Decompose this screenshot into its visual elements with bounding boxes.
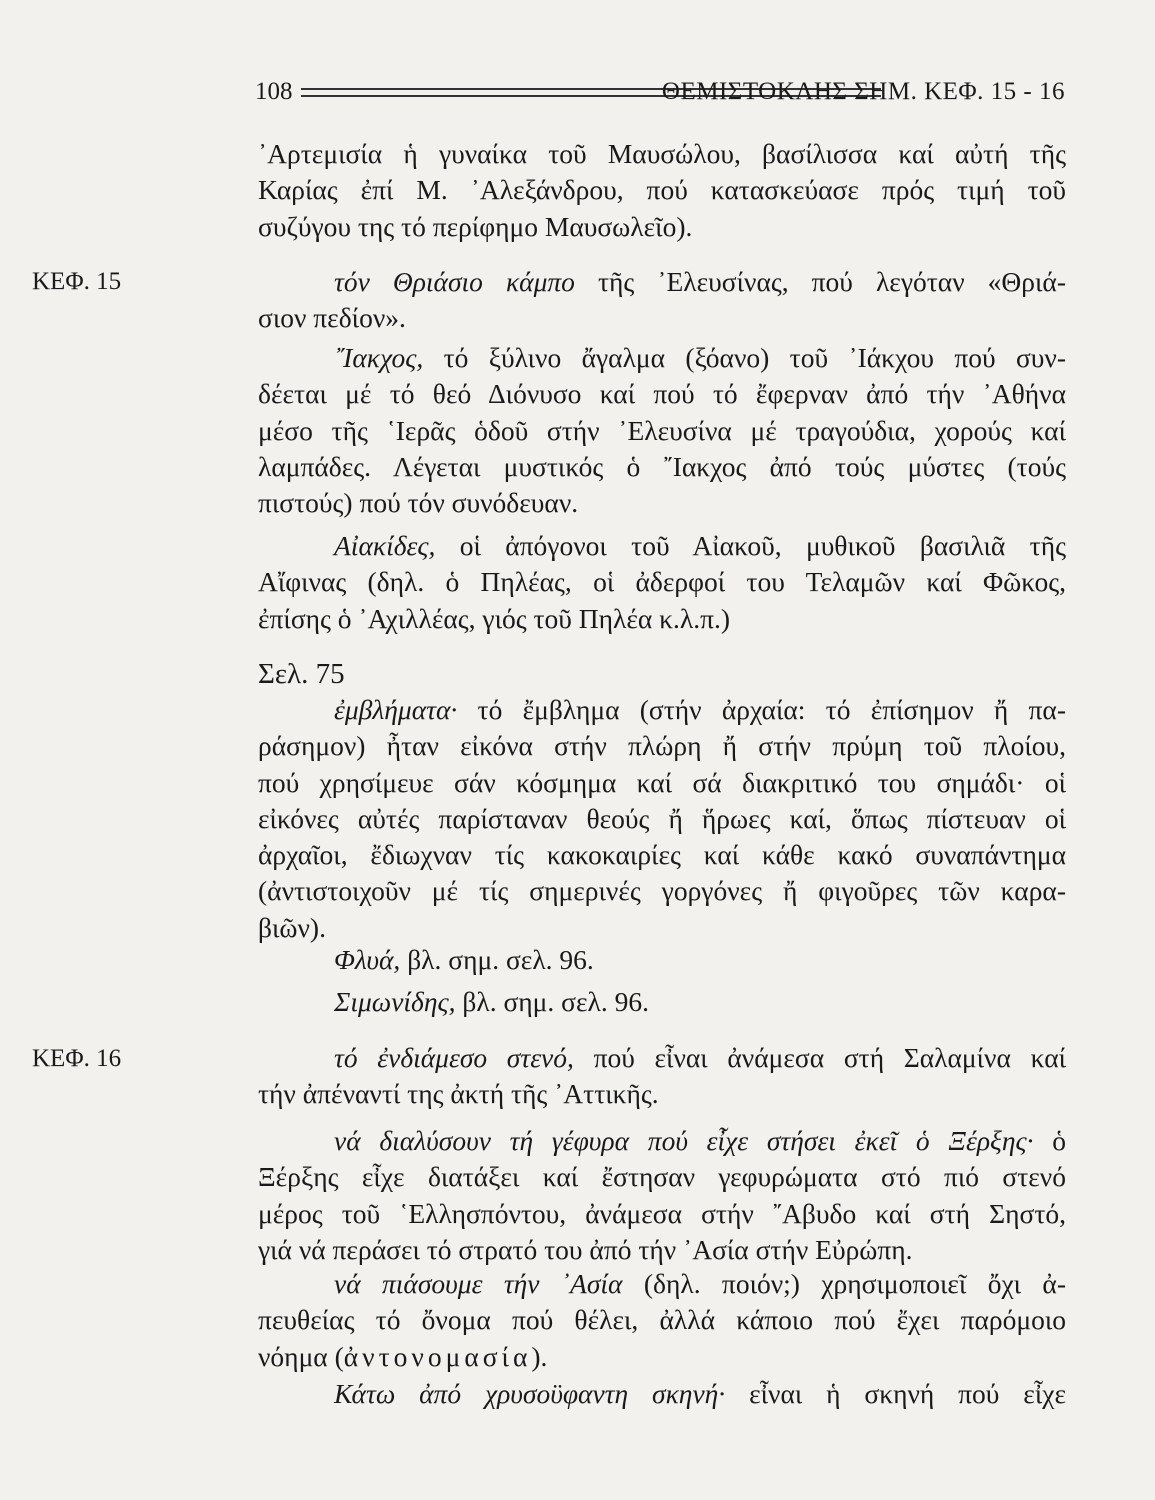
text-line: τήν ἀπέναντί της ἀκτή τῆς ᾿Αττικῆς. bbox=[258, 1078, 659, 1110]
text-run: (δηλ. ποιόν;) χρησιμοποιεῖ ὄχι ἀ- bbox=[622, 1268, 1066, 1299]
text-run: νόημα ( bbox=[258, 1340, 344, 1372]
text-line: βιῶν). bbox=[258, 911, 326, 943]
text-line: εἰκόνες αὐτές παρίσταναν θεούς ἤ ἥρωες καί, ὅπως πίστευαν οἱ bbox=[258, 802, 1066, 834]
note-endiameso-steno bbox=[258, 1040, 1066, 1113]
text-line: Αἴφινας (δηλ. ὁ Πηλέας, οἱ ἀδερφοί του Τελαμῶν καί Φῶκος, bbox=[258, 566, 1066, 598]
text-line: σιον πεδίον». bbox=[258, 302, 406, 334]
note-gefyra bbox=[258, 1123, 1066, 1268]
text-run: τῆς ᾿Ελευσίνας, πού λεγόταν «Θριά- bbox=[574, 266, 1066, 297]
text-run: βλ. σημ. σελ. 96. bbox=[400, 944, 594, 975]
lemma: Φλυά, bbox=[334, 944, 401, 975]
lemma: τόν Θριάσιο κάμπο bbox=[334, 266, 575, 297]
text-run: εἶναι ἡ σκηνή πού εἶχε bbox=[725, 1378, 1066, 1409]
text-line: (ἀντιστοιχοῦν μέ τίς σημερινές γοργόνες ἤ φιγοῦρες τῶν καρα- bbox=[258, 875, 1066, 907]
note-asia bbox=[258, 1266, 1066, 1375]
text-run: βλ. σημ. σελ. 96. bbox=[455, 986, 649, 1017]
lemma: ἐμβλήματα· bbox=[334, 694, 458, 725]
text-run: τό ἔμβλημα (στήν ἀρχαία: τό ἐπίσημον ἤ πα- bbox=[457, 694, 1066, 725]
lemma: ῎Ιακχος, bbox=[334, 342, 424, 373]
lemma: Κάτω ἀπό χρυσοϋφαντη σκηνή· bbox=[334, 1378, 726, 1409]
note-flya bbox=[258, 942, 1066, 978]
margin-label-kef15: ΚΕΦ. 15 bbox=[32, 268, 122, 295]
note-skini bbox=[258, 1376, 1066, 1412]
text-line: μέρος τοῦ ῾Ελλησπόντου, ἀνάμεσα στήν ῎Αβυδο καί στή Σηστό, bbox=[258, 1197, 1066, 1229]
text-run: πού εἶναι ἀνάμεσα στή Σαλαμίνα καί bbox=[573, 1042, 1066, 1073]
lemma: τό ἐνδιάμεσο στενό, bbox=[334, 1042, 574, 1073]
lemma: Σιμωνίδης, bbox=[334, 986, 456, 1017]
text-line: ἐπίσης ὁ ᾿Αχιλλέας, γιός τοῦ Πηλέα κ.λ.π.) bbox=[258, 602, 731, 634]
section-heading: Σελ. 75 bbox=[258, 658, 345, 690]
text-line: πού χρησίμευε σάν κόσμημα καί σά διακριτικό του σημάδι· οἱ bbox=[258, 766, 1066, 798]
text-line: δέεται μέ τό θεό Διόνυσο καί πού τό ἔφερναν ἀπό τήν ᾿Αθήνα bbox=[258, 378, 1066, 410]
note-aiakides bbox=[258, 528, 1066, 637]
note-emblimata bbox=[258, 692, 1066, 946]
section-page-75 bbox=[258, 656, 1066, 692]
lemma: νά πιάσουμε τήν ᾿Ασία bbox=[334, 1268, 623, 1299]
text-run: τό ξύλινο ἄγαλμα (ξόανο) τοῦ ᾿Ιάκχου πού συν- bbox=[423, 342, 1066, 373]
note-iakchos bbox=[258, 340, 1066, 521]
text-run: ). bbox=[531, 1340, 548, 1372]
margin-label-kef16: ΚΕΦ. 16 bbox=[32, 1045, 122, 1072]
note-artemisia bbox=[258, 136, 1066, 245]
text-line: Ξέρξης εἶχε διατάξει καί ἔστησαν γεφυρώματα στό πιό στενό bbox=[258, 1161, 1066, 1193]
running-title: ΘΕΜΙΣΤΟΚΛΗΣ ΣΗΜ. ΚΕΦ. 15 - 16 bbox=[661, 78, 1065, 105]
text-line: μέσο τῆς ῾Ιερᾶς ὁδοῦ στήν ᾿Ελευσίνα μέ τραγούδια, χορούς καί bbox=[258, 414, 1066, 446]
text-line: γιά νά περάσει τό στρατό του ἀπό τήν ᾿Ασία στήν Εὐρώπη. bbox=[258, 1233, 913, 1265]
spaced-term: ἀντονομασία bbox=[343, 1340, 532, 1372]
text-line: ᾿Αρτεμισία ἡ γυναίκα τοῦ Μαυσώλου, βασίλισσα καί αὐτή τῆς bbox=[258, 138, 1066, 169]
note-thriasio bbox=[258, 264, 1066, 337]
text-run: οἱ ἀπόγονοι τοῦ Αἰακοῦ, μυθικοῦ βασιλιᾶ τῆς bbox=[435, 530, 1066, 561]
text-run: ὁ bbox=[1033, 1125, 1066, 1156]
page-header bbox=[255, 78, 1065, 108]
page-number: 108 bbox=[255, 78, 293, 105]
text-line: πιστούς) πού τόν συνόδευαν. bbox=[258, 487, 579, 519]
lemma: Αἰακίδες, bbox=[334, 530, 436, 561]
text-line: λαμπάδες. Λέγεται μυστικός ὁ ῎Ιακχος ἀπό τούς μύστες (τούς bbox=[258, 450, 1066, 482]
text-line: συζύγου της τό περίφημο Μαυσωλεῖο). bbox=[258, 210, 693, 242]
text-line: ράσημον) ἦταν εἰκόνα στήν πλώρη ἤ στήν πρύμη τοῦ πλοίου, bbox=[258, 730, 1066, 762]
text-line: πευθείας τό ὄνομα πού θέλει, ἀλλά κάποιο πού ἔχει παρόμοιο bbox=[258, 1304, 1066, 1336]
text-line: Καρίας ἐπί Μ. ᾿Αλεξάνδρου, πού κατασκεύασε πρός τιμή τοῦ bbox=[258, 174, 1066, 206]
note-simonidis bbox=[258, 984, 1066, 1020]
text-line: ἀρχαῖοι, ἔδιωχναν τίς κακοκαιρίες καί κάθε κακό συναπάντημα bbox=[258, 839, 1066, 871]
lemma: νά διαλύσουν τή γέφυρα πού εἶχε στήσει ἐκεῖ ὁ Ξέρξης· bbox=[334, 1125, 1034, 1156]
